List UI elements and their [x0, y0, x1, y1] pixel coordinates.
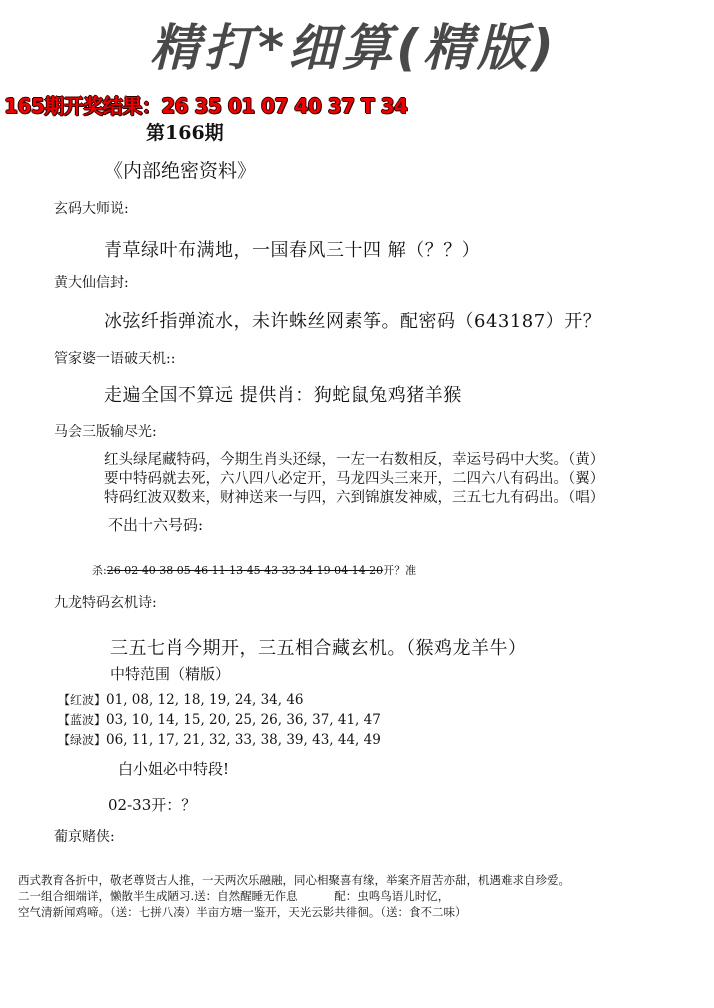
wave-numbers: 03, 10, 14, 15, 20, 25, 26, 36, 37, 41, 47	[106, 712, 381, 728]
wave-numbers: 01, 08, 12, 18, 19, 24, 34, 46	[106, 692, 304, 708]
wave-label: 【红波】	[58, 693, 107, 707]
kill-numbers: 26 02 40 38 05 46 11 13 45 43 33 34 19 04 14 20	[106, 564, 384, 577]
section-body-guanjiapo: 走遍全国不算远 提供肖：狗蛇鼠兔鸡猪羊猴	[104, 385, 462, 406]
document-title: 《内部绝密资料》	[104, 160, 257, 182]
section-heading-guanjiapo: 管家婆一语破天机::	[54, 351, 176, 367]
poem-line: 特码红波双数来，财神送来一与四，六到锦旗发神威，三五七九有码出。（唱）	[104, 490, 605, 506]
section-body-xuanma: 青草绿叶布满地，一国春风三十四 解（？？）	[104, 240, 481, 261]
wave-numbers: 06, 11, 17, 21, 32, 33, 38, 39, 43, 44, 49	[106, 732, 381, 748]
section-heading-mahui: 马会三版输尽光:	[54, 424, 157, 440]
kill-prefix: 杀:	[92, 564, 107, 577]
footer-line: 空气清新闻鸡啼。（送：七拼八凑）半亩方塘一鉴开，天光云影共徘徊。（送：食不二味）	[18, 905, 467, 919]
footer-line: 二一组合细端详，懒散半生成陋习.送：自然醒睡无作息 配：虫鸣鸟语儿时忆，	[18, 889, 450, 903]
open-prediction: 02-33开：？	[108, 796, 197, 814]
bai-xiaojie-line: 白小姐必中特段!	[118, 760, 230, 778]
section-heading-xuanma: 玄码大师说:	[54, 201, 129, 217]
issue-number: 第166期	[146, 122, 224, 144]
wave-label: 【蓝波】	[58, 713, 107, 727]
not-sixteen-label: 不出十六号码:	[108, 516, 204, 534]
wave-row-green	[58, 731, 381, 748]
poem-line: 要中特码就去死，六八四八必定开，马龙四头三来开，二四六八有码出。（翼）	[104, 471, 605, 487]
section-heading-jiulong: 九龙特码玄机诗:	[54, 595, 157, 611]
poem-line: 红头绿尾藏特码，今期生肖头还绿，一左一右数相反，幸运号码中大奖。（黄）	[104, 452, 605, 468]
brush-title-logo: 精打*细算(精版)	[150, 19, 558, 77]
wave-label: 【绿波】	[58, 733, 107, 747]
kill-suffix: 开？准	[383, 564, 417, 577]
footer-line: 西式教育各折中，敬老尊贤古人推，一天两次乐融融，同心相聚喜有缘，举案齐眉苦亦甜，机遇难求自珍爱。	[18, 873, 570, 887]
range-title: 中特范围（精版）	[110, 665, 231, 683]
mahui-poem	[104, 451, 604, 508]
footer-poem	[18, 872, 570, 920]
section-body-huangdaxian: 冰弦纤指弹流水，未许蛛丝网素筝。配密码（643187）开？	[104, 311, 602, 332]
section-heading-huangdaxian: 黄大仙信封:	[54, 275, 129, 291]
kill-numbers-line	[92, 562, 416, 578]
section-body-jiulong: 三五七肖今期开，三五相合藏玄机。（猴鸡龙羊牛）	[110, 638, 527, 659]
wave-row-red	[58, 691, 304, 708]
section-heading-pujing: 葡京赌侠:	[54, 829, 115, 845]
wave-row-blue	[58, 711, 381, 728]
draw-result-line: 165期开奖结果：26 35 01 07 40 37 T 34	[4, 94, 408, 118]
